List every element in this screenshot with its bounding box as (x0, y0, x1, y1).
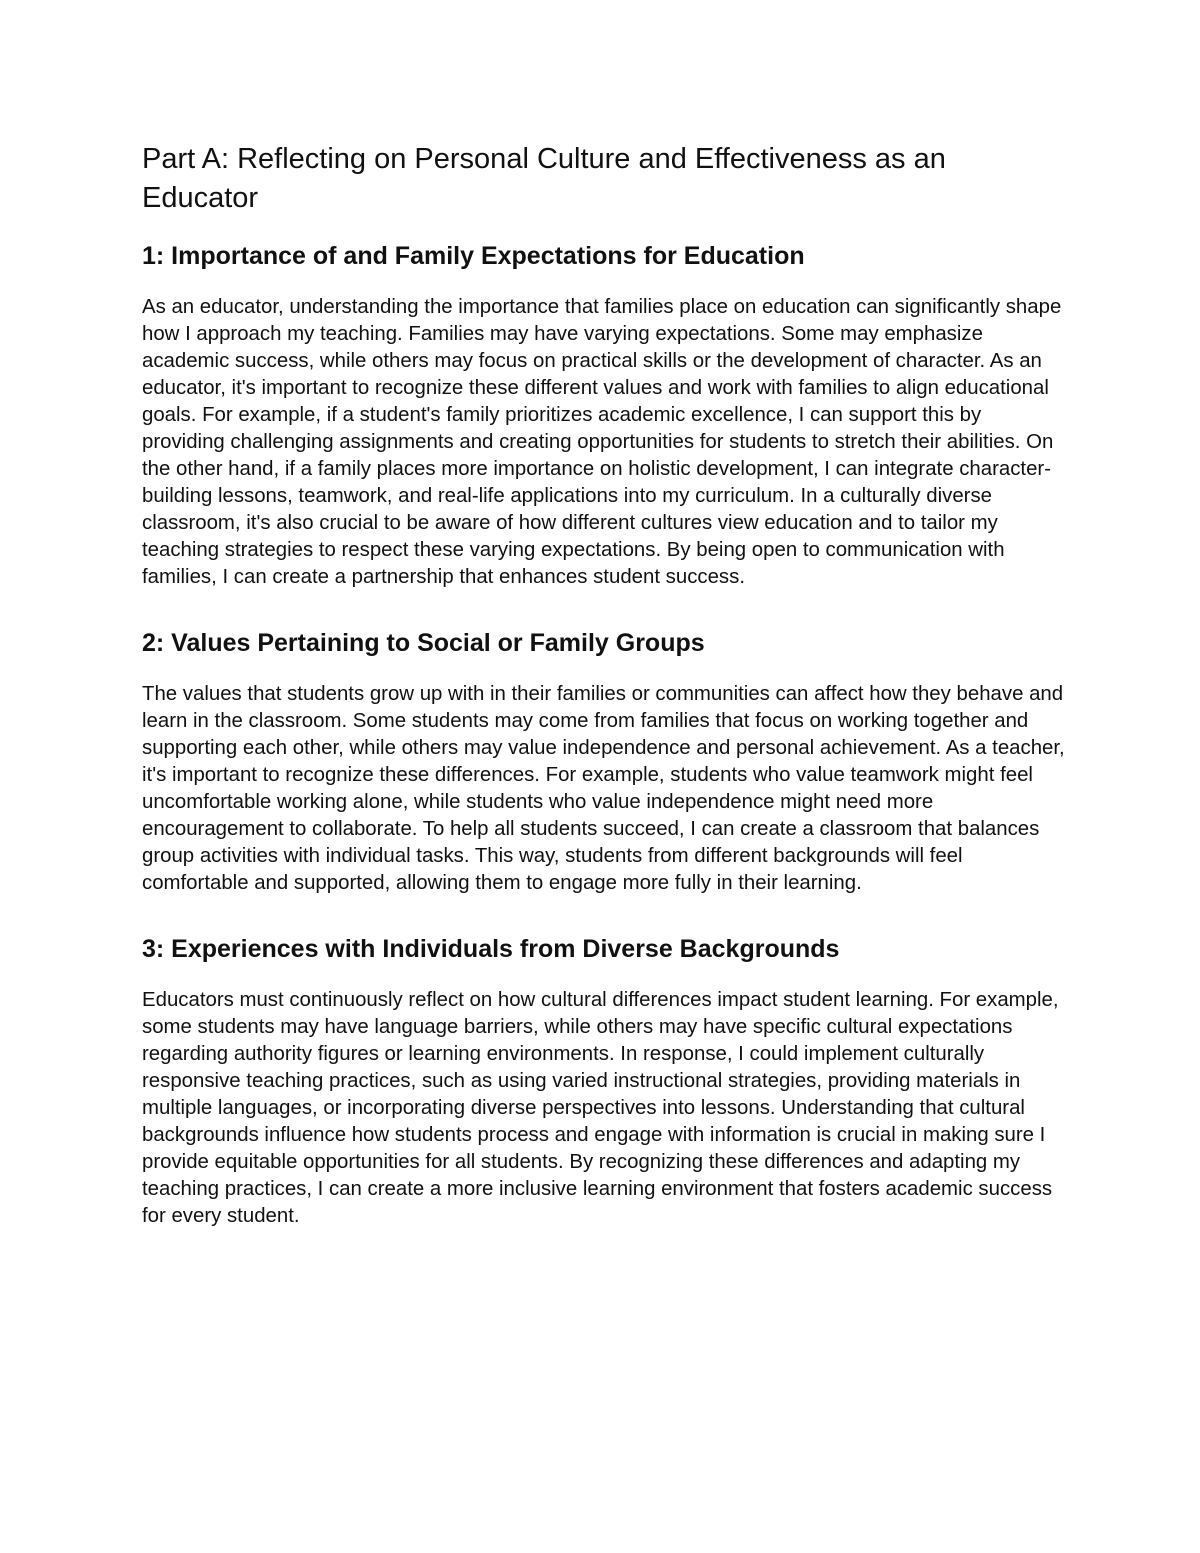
section-social-family-values (142, 627, 1067, 897)
section-paragraph: Educators must continuously reflect on how cultural differences impact student learning. For example, some students may have language barriers, while others may have specific cultural expectations regarding authority figures or learning environments. In response, I could implement culturally responsive teaching practices, such as using varied instructional strategies, providing materials in multiple languages, or incorporating diverse perspectives into lessons. Understanding that cultural backgrounds influence how students process and engage with information is crucial in making sure I provide equitable opportunities for all students. By recognizing these differences and adapting my teaching practices, I can create a more inclusive learning environment that fosters academic success for every student. (142, 989, 1059, 1227)
document-title: Part A: Reflecting on Personal Culture and Effectiveness as an Educator (142, 143, 946, 214)
section-paragraph: The values that students grow up with in their families or communities can affect how they behave and learn in the classroom. Some students may come from families that focus on working together and supporting each other, while others may value independence and personal achievement. As a teacher, it's important to recognize these differences. For example, students who value teamwork might feel uncomfortable working alone, while students who value independence might need more encouragement to collaborate. To help all students succeed, I can create a classroom that balances group activities with individual tasks. This way, students from different backgrounds will feel comfortable and supported, allowing them to engage more fully in their learning. (142, 683, 1065, 894)
section-heading: 3: Experiences with Individuals from Diverse Backgrounds (142, 935, 840, 963)
section-paragraph: As an educator, understanding the importance that families place on education can significantly shape how I approach my teaching. Families may have varying expectations. Some may emphasize academic success, while others may focus on practical skills or the development of character. As an educator, it's important to recognize these different values and work with families to align educational goals. For example, if a student's family prioritizes academic excellence, I can support this by providing challenging assignments and creating opportunities for students to stretch their abilities. On the other hand, if a family places more importance on holistic development, I can integrate character-building lessons, teamwork, and real-life applications into my curriculum. In a culturally diverse classroom, it's also crucial to be aware of how different cultures view education and to tailor my teaching strategies to respect these varying expectations. By being open to communication with families, I can create a partnership that enhances student success. (142, 296, 1062, 588)
section-diverse-backgrounds (142, 933, 1067, 1230)
document-page (142, 140, 1067, 1266)
section-family-expectations (142, 240, 1067, 591)
section-heading: 2: Values Pertaining to Social or Family Groups (142, 629, 705, 657)
section-heading: 1: Importance of and Family Expectations for Education (142, 242, 805, 270)
